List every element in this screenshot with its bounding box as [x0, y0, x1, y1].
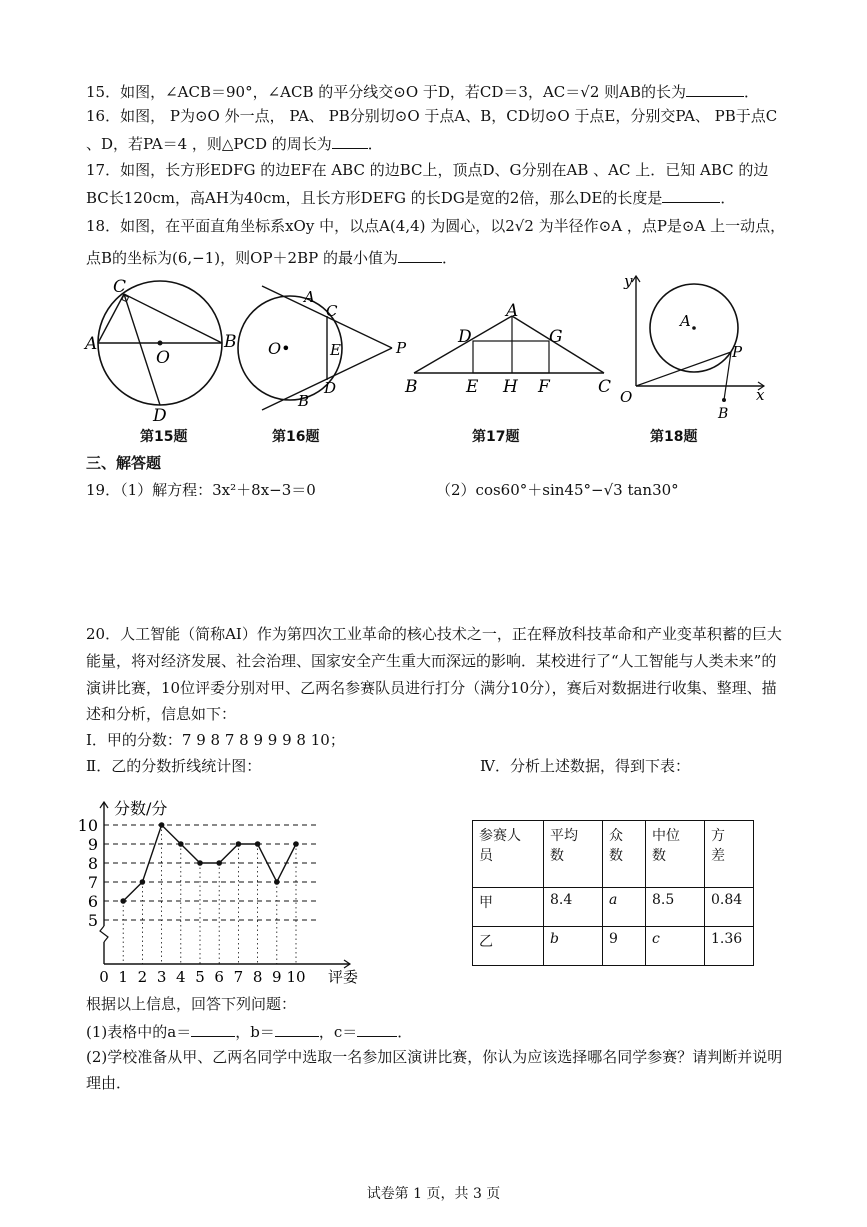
label-f: F [538, 377, 550, 397]
label-p: P [396, 339, 407, 357]
question-15: 15．如图，∠ACB＝90°，∠ACB 的平分线交⊙O 于D，若CD＝3，AC＝√2 则AB的长为 ． [86, 80, 759, 102]
table-row [473, 888, 754, 927]
info-2: Ⅱ．乙的分数折线统计图： [86, 757, 262, 775]
y-tick-label: 7 [87, 873, 98, 892]
label-p: P [732, 343, 743, 361]
label-b: B [224, 332, 237, 352]
question-19-part2: （2）cos60°＋sin45°−√3 tan30° [436, 481, 679, 499]
y-tick-label: 9 [87, 835, 98, 854]
answer-blank [398, 246, 442, 263]
question-20-ask2-line1: (2)学校准备从甲、乙两名同学中选取一名参加区演讲比赛，你认为应该选择哪名同学参赛？请判断并说明 [86, 1048, 783, 1066]
x-tick-label: 1 [118, 968, 128, 986]
data-point [140, 879, 146, 885]
data-point [274, 879, 280, 885]
y-tick-label: 10 [77, 816, 98, 835]
table-cell: a [603, 888, 646, 927]
line-chart [77, 794, 372, 990]
question-17-line1: 17．如图，长方形EDFG 的边EF在 ABC 的边BC上，顶点D、G分别在AB 、AC 上．已知 ABC 的边 [86, 161, 769, 179]
table-header-row [473, 821, 754, 888]
table-cell: 8.5 [646, 888, 705, 927]
y-tick-label: 6 [87, 892, 98, 911]
data-point [216, 860, 222, 866]
question-20-line1: 20．人工智能（简称AI）作为第四次工业革命的核心技术之一，正在释放科技革命和产业变革积蓄的巨大 [86, 625, 782, 643]
question-20-line2: 能量，将对经济发展、社会治理、国家安全产生重大而深远的影响．某校进行了“人工智能与人类未来”的 [86, 652, 777, 670]
header-cell: 平均 数 [544, 821, 603, 888]
label-b: B [298, 392, 310, 410]
header-cell: 中位 数 [646, 821, 705, 888]
question-16-line2: 、D，若PA＝4 ，则△PCD 的周长为 ． [86, 132, 383, 154]
question-20-ask2-line2: 理由． [86, 1074, 132, 1092]
label-g: G [549, 327, 563, 347]
answer-blank-b [275, 1020, 319, 1037]
label-y: y [624, 272, 633, 290]
answer-blank [332, 132, 368, 149]
y-tick-label: 8 [87, 854, 98, 873]
header-cell: 参赛人 员 [473, 821, 544, 888]
table-cell: 0.84 [705, 888, 754, 927]
label-a: A [304, 288, 315, 306]
question-19-part1: 19．（1）解方程：3x²＋8x−3＝0 [86, 481, 316, 499]
after-text: 根据以上信息，回答下列问题： [86, 995, 297, 1013]
data-point [236, 841, 242, 847]
x-tick-label: 3 [156, 968, 167, 986]
answer-blank [662, 186, 720, 203]
label-a: A [680, 312, 691, 330]
caption-15: 第15题 [140, 429, 188, 445]
label-c: C [598, 377, 612, 397]
info-4: Ⅳ．分析上述数据，得到下表： [480, 757, 690, 775]
label-o: O [620, 388, 633, 406]
x-tick-label: 9 [272, 968, 282, 986]
x-tick-label: 2 [137, 968, 148, 986]
label-x: x [756, 386, 765, 404]
data-point [178, 841, 184, 847]
question-20-line3: 演讲比赛，10位评委分别对甲、乙两名参赛队员进行打分（满分10分），赛后对数据进行收集、整理、描 [86, 679, 777, 697]
y-tick-label: 5 [87, 911, 98, 930]
caption-18: 第18题 [650, 429, 698, 445]
table-row [473, 927, 754, 966]
data-point [255, 841, 261, 847]
table-cell: 乙 [473, 927, 544, 966]
label-e: E [330, 341, 341, 359]
axis-break [100, 926, 108, 942]
x-tick-label: 5 [195, 968, 205, 986]
x-tick-label: 7 [233, 968, 244, 986]
label-e: E [466, 377, 479, 397]
question-20-ask1: (1)表格中的a＝ ，b＝ ，c＝ ． [86, 1020, 412, 1042]
info-1: Ⅰ．甲的分数：7 9 8 7 8 9 9 9 8 10； [86, 731, 345, 749]
question-18-line1: 18．如图，在平面直角坐标系xOy 中，以点A(4,4) 为圆心，以2√2 为半径作⊙A ，点P是⊙A 上一动点， [86, 217, 786, 235]
x-tick-label: 4 [176, 968, 186, 986]
figure-17 [400, 296, 620, 400]
figure-18 [610, 270, 770, 422]
x-tick-label: 6 [214, 968, 224, 986]
stats-table [472, 820, 754, 966]
data-point [293, 841, 299, 847]
table-cell: 8.4 [544, 888, 603, 927]
table-cell: 1.36 [705, 927, 754, 966]
question-18-line2: 点B的坐标为(6,−1)，则OP＋2BP 的最小值为 ． [86, 246, 457, 268]
label-d: D [458, 327, 472, 347]
chart-ylabel: 分数/分 [114, 799, 168, 818]
label-d: D [153, 406, 167, 426]
answer-blank [686, 80, 744, 97]
data-point [197, 860, 203, 866]
table-cell: b [544, 927, 603, 966]
header-cell: 众 数 [603, 821, 646, 888]
table-cell: 9 [603, 927, 646, 966]
x-tick-label: 10 [286, 968, 306, 986]
data-point [120, 898, 126, 904]
label-a: A [506, 301, 519, 321]
label-c: C [113, 277, 127, 297]
question-16-line1: 16．如图， P为⊙O 外一点， PA、 PB分别切⊙O 于点A、B，CD切⊙O 于点E，分别交PA、 PB于点C [86, 107, 778, 125]
section-title: 三、解答题 [86, 454, 162, 472]
label-a: A [85, 334, 98, 354]
caption-17: 第17题 [472, 429, 520, 445]
label-h: H [503, 377, 518, 397]
label-o: O [156, 348, 170, 368]
answer-blank-c [357, 1020, 397, 1037]
chart-xlabel: 评委 [328, 968, 359, 986]
label-d: D [324, 379, 337, 397]
label-c: C [326, 302, 338, 320]
figure-15 [84, 276, 244, 426]
label-b: B [718, 406, 729, 422]
figure-16 [234, 280, 414, 410]
answer-blank-a [191, 1020, 235, 1037]
x-tick-label: 0 [99, 968, 109, 986]
page-footer: 试卷第 1 页，共 3 页 [366, 1186, 501, 1202]
caption-16: 第16题 [272, 429, 320, 445]
question-17-line2: BC长120cm，高AH为40cm，且长方形DEFG 的长DG是宽的2倍，那么DE的长度是 ． [86, 186, 735, 208]
data-point [159, 822, 165, 828]
label-o: O• [268, 339, 291, 358]
header-cell: 方 差 [705, 821, 754, 888]
table-cell: c [646, 927, 705, 966]
question-20-line4: 述和分析，信息如下： [86, 705, 237, 723]
label-b: B [405, 377, 418, 397]
table-cell: 甲 [473, 888, 544, 927]
x-tick-label: 8 [252, 968, 263, 986]
